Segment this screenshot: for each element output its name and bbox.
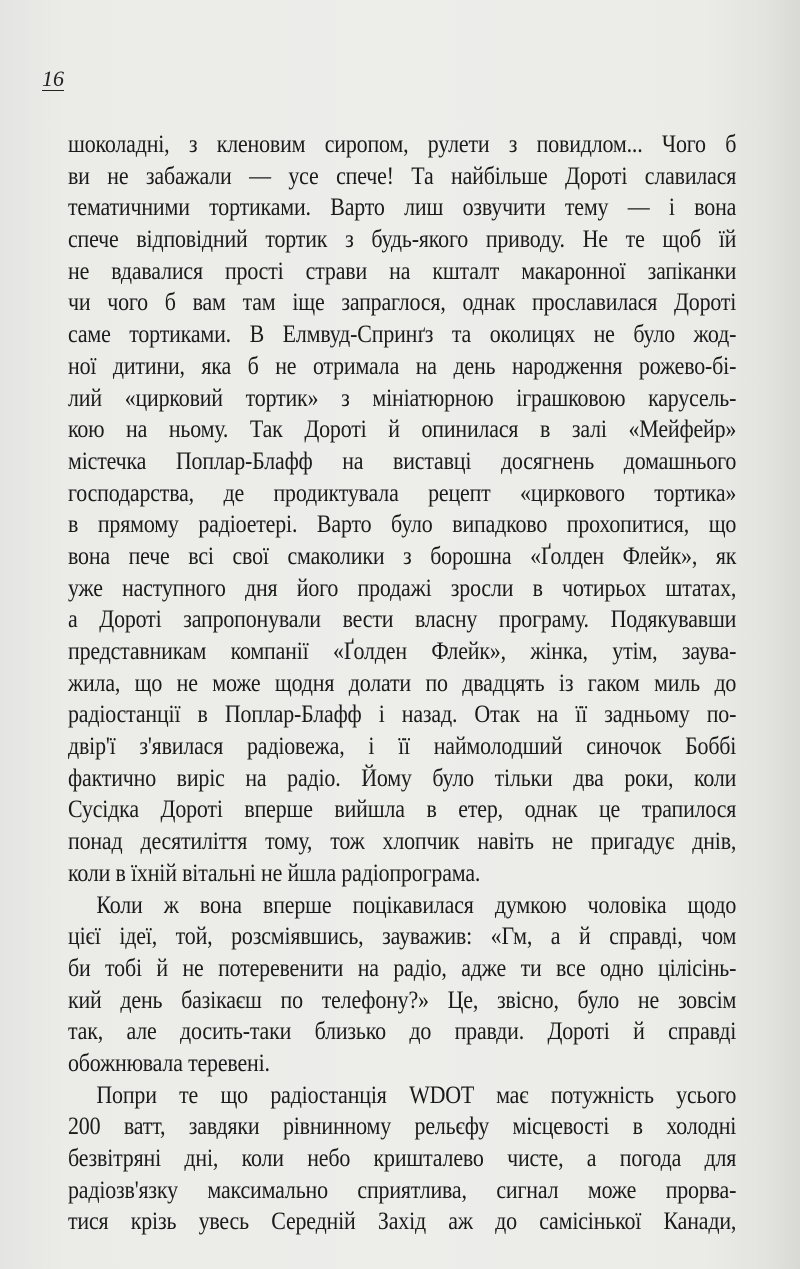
text-line: містечка Поплар-Блафф на виставці досягнень домашнього bbox=[68, 445, 737, 475]
text-line: Коли ж вона вперше поцікавилася думкою чоловіка щодо bbox=[96, 889, 737, 919]
text-line: в прямому радіоетері. Варто було випадково прохопитися, що bbox=[68, 509, 737, 539]
text-line: ної дитини, яка б не отримала на день народження рожево-бі- bbox=[68, 350, 737, 380]
text-line: безвітряні дні, коли небо кришталево чисте, а погода для bbox=[68, 1143, 737, 1172]
text-line: 200 ватт, завдяки рівнинному рельєфу місцевості в холодні bbox=[68, 1111, 737, 1141]
text-line: так, але досить-таки близько до правди. Дороті й справді bbox=[68, 1016, 737, 1046]
paragraph-1 bbox=[68, 128, 736, 889]
text-line: Попри те що радіостанція WDOT має потужність усього bbox=[96, 1079, 737, 1109]
text-line: кою на ньому. Так Дороті й опинилася в залі «Мейфейр» bbox=[68, 414, 737, 444]
text-line: ви не забажали — усе спече! Та найбільше Дороті славилася bbox=[68, 160, 737, 190]
text-line: тися крізь увесь Середній Захід аж до самісінької Канади, bbox=[68, 1206, 737, 1236]
text-line: фактично виріс на радіо. Йому було тільки два роки, коли bbox=[68, 762, 737, 792]
text-line: жила, що не може щодня долати по двадцять із гаком миль до bbox=[68, 667, 737, 697]
text-line: лий «цирковий тортик» з мініатюрною іграшковою карусель- bbox=[68, 382, 737, 412]
text-line: коли в їхній вітальні не йшла радіопрограма. bbox=[68, 857, 481, 887]
text-line: саме тортиками. В Елмвуд-Спринґз та околицях не було жод- bbox=[68, 319, 737, 349]
text-line: радіозв'язку максимально сприятлива, сигнал може прорва- bbox=[68, 1174, 737, 1204]
text-line: представникам компанії «Ґолден Флейк», жінка, утім, заува- bbox=[68, 636, 737, 665]
text-line: не вдавалися прості страви на кшталт макаронної запіканки bbox=[68, 255, 737, 285]
page-number: 16 bbox=[42, 66, 64, 91]
text-line: Сусідка Дороті вперше вийшла в етер, однак це трапилося bbox=[68, 794, 737, 824]
text-line: а Дороті запропонували вести власну програму. Подякувавши bbox=[68, 604, 737, 634]
body-text bbox=[68, 128, 736, 1237]
text-line: цієї ідеї, той, розсміявшись, зауважив: «Гм, а й справді, чом bbox=[68, 921, 737, 951]
text-line: тематичними тортиками. Варто лиш озвучити тему — і вона bbox=[68, 192, 737, 222]
text-line: вона пече всі свої смаколики з борошна «Ґолден Флейк», як bbox=[68, 540, 737, 570]
text-line: понад десятиліття тому, тож хлопчик навіть не пригадує днів, bbox=[68, 826, 737, 856]
text-line: двір'ї з'явилася радіовежа, і її наймолодший синочок Боббі bbox=[68, 731, 737, 761]
text-line: радіостанції в Поплар-Блафф і назад. Отак на її задньому по- bbox=[68, 699, 737, 729]
text-line: уже наступного дня його продажі зросли в чотирьох штатах, bbox=[68, 572, 737, 602]
text-line: обожнювала теревені. bbox=[68, 1047, 270, 1077]
text-line: кий день базікаєш по телефону?» Це, звісно, було не зовсім bbox=[68, 984, 737, 1014]
text-line: спече відповідний тортик з будь-якого приводу. Не те щоб їй bbox=[68, 224, 737, 254]
text-line: шоколадні, з кленовим сиропом, рулети з повидлом... Чого б bbox=[68, 129, 737, 158]
paragraph-2 bbox=[68, 889, 736, 1079]
text-line: господарства, де продиктувала рецепт «циркового тортика» bbox=[68, 477, 737, 507]
paragraph-3 bbox=[68, 1079, 736, 1237]
text-line: би тобі й не потеревенити на радіо, адже ти все одно цілісінь- bbox=[68, 952, 737, 982]
text-line: чи чого б вам там іще запраглося, однак прославилася Дороті bbox=[68, 287, 737, 317]
